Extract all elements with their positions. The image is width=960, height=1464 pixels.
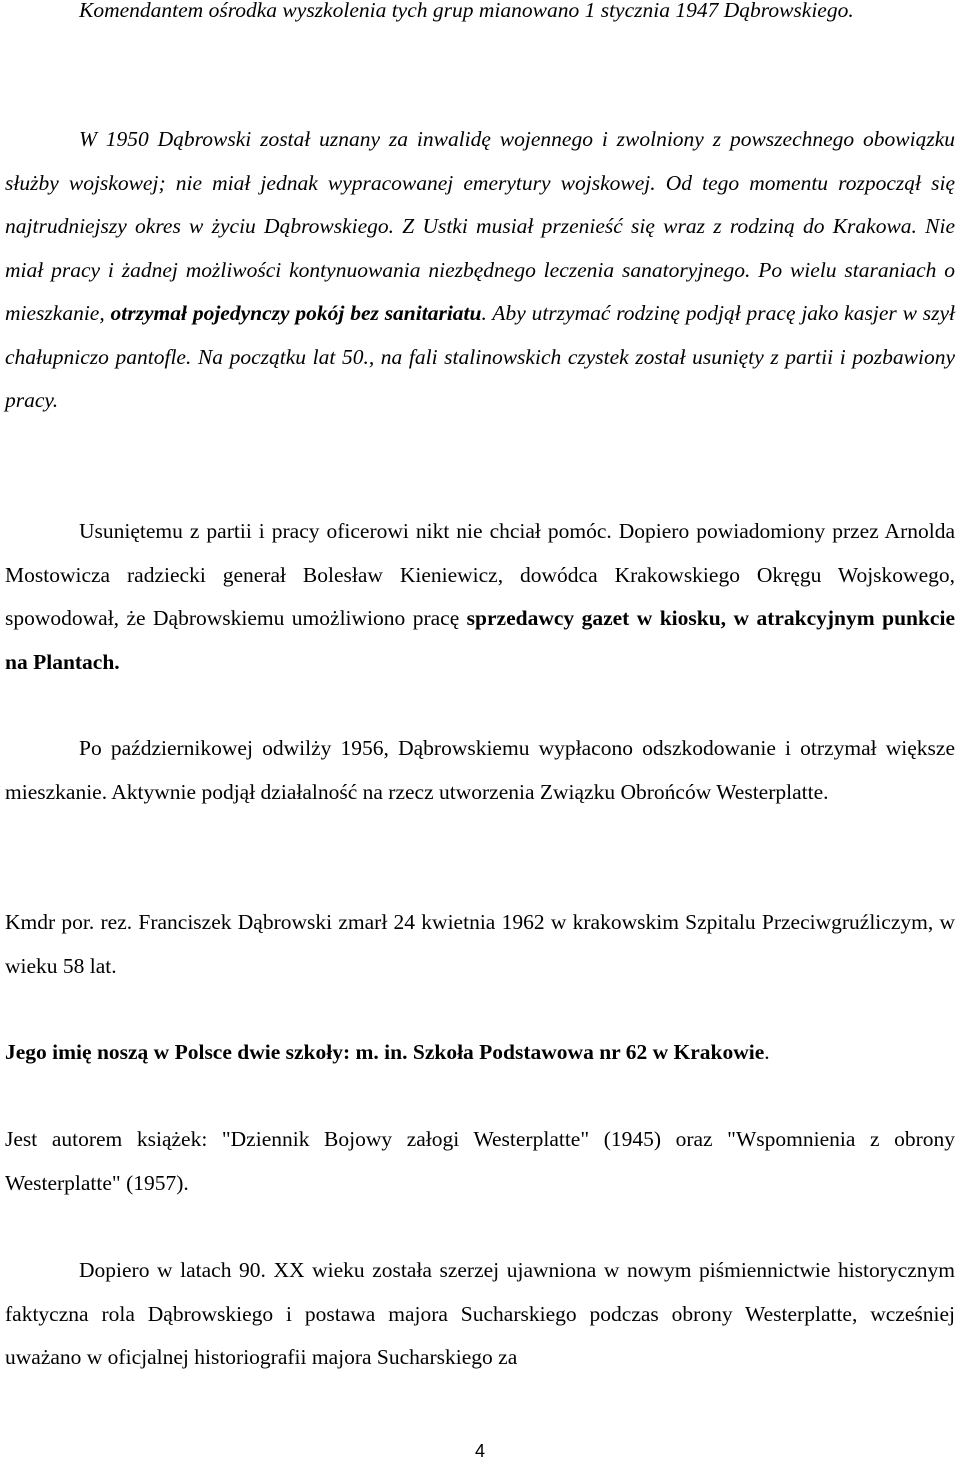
paragraph-4 (5, 727, 955, 814)
paragraph-1-text: Komendantem ośrodka wyszkolenia tych grup mianowano 1 stycznia 1947 Dąbrowskiego. (79, 0, 854, 22)
paragraph-5-text: Kmdr por. rez. Franciszek Dąbrowski zmarł 24 kwietnia 1962 w krakowskim Szpitalu Przeciwgruźliczym, w wieku 58 lat. (5, 910, 955, 978)
paragraph-6-text-a: Jego imię noszą w Polsce dwie szkoły: m. in. Szkoła Podstawowa nr 62 w Krakowie (5, 1040, 765, 1064)
paragraph-7 (5, 1118, 955, 1205)
paragraph-2-text-a: W 1950 Dąbrowski został uznany za inwalidę wojennego i zwolniony z powszechnego obowiązku służby wojskowej; nie miał jednak wypracowanej emerytury wojskowej. Od tego momentu rozpoczął się najtrudniejszy okres w życiu Dąbrowskiego. Z Ustki musiał przenieść się wraz z rodziną do Krakowa. Nie miał pracy i żadnej możliwości kontynuowania niezbędnego leczenia sanatoryjnego. Po wielu staraniach o mieszkanie, (5, 127, 955, 325)
paragraph-8-text: Dopiero w latach 90. XX wieku została szerzej ujawniona w nowym piśmiennictwie historycznym faktyczna rola Dąbrowskiego i postawa majora Sucharskiego podczas obrony Westerplatte, wcześniej uważano w oficjalnej historiografii majora Sucharskiego za (5, 1258, 955, 1369)
paragraph-1 (5, 0, 955, 33)
paragraph-7-text: Jest autorem książek: "Dziennik Bojowy załogi Westerplatte" (1945) oraz "Wspomnienia z obrony Westerplatte" (1957). (5, 1127, 955, 1195)
paragraph-4-text: Po październikowej odwilży 1956, Dąbrowskiemu wypłacono odszkodowanie i otrzymał większe mieszkanie. Aktywnie podjął działalność na rzecz utworzenia Związku Obrońców Westerplatte. (5, 736, 955, 804)
paragraph-2 (5, 118, 955, 423)
paragraph-2-text-c: . Aby utrzymać rodzinę podjął pracę jako kasjer w szył chałupniczo pantofle. Na początku lat 50., na fali stalinowskich czystek został usunięty z partii i pozbawiony pracy. (5, 301, 955, 412)
paragraph-3-text-b: sprzedawcy gazet w kiosku, w atrakcyjnym punkcie na Plantach. (5, 606, 955, 674)
paragraph-2-text-b: otrzymał pojedynczy pokój bez sanitariatu (110, 301, 482, 325)
paragraph-5 (5, 901, 955, 988)
paragraph-3 (5, 510, 955, 684)
page-number: 4 (474, 1441, 485, 1461)
paragraph-3-text-a: Usuniętemu z partii i pracy oficerowi nikt nie chciał pomóc. Dopiero powiadomiony przez Arnolda Mostowicza radziecki generał Bolesław Kieniewicz, dowódca Krakowskiego Okręgu Wojskowego, spowodował, że Dąbrowskiemu umożliwiono pracę (5, 519, 955, 630)
paragraph-6 (5, 1031, 955, 1075)
paragraph-8 (5, 1249, 955, 1380)
paragraph-6-text-b: . (764, 1040, 770, 1064)
